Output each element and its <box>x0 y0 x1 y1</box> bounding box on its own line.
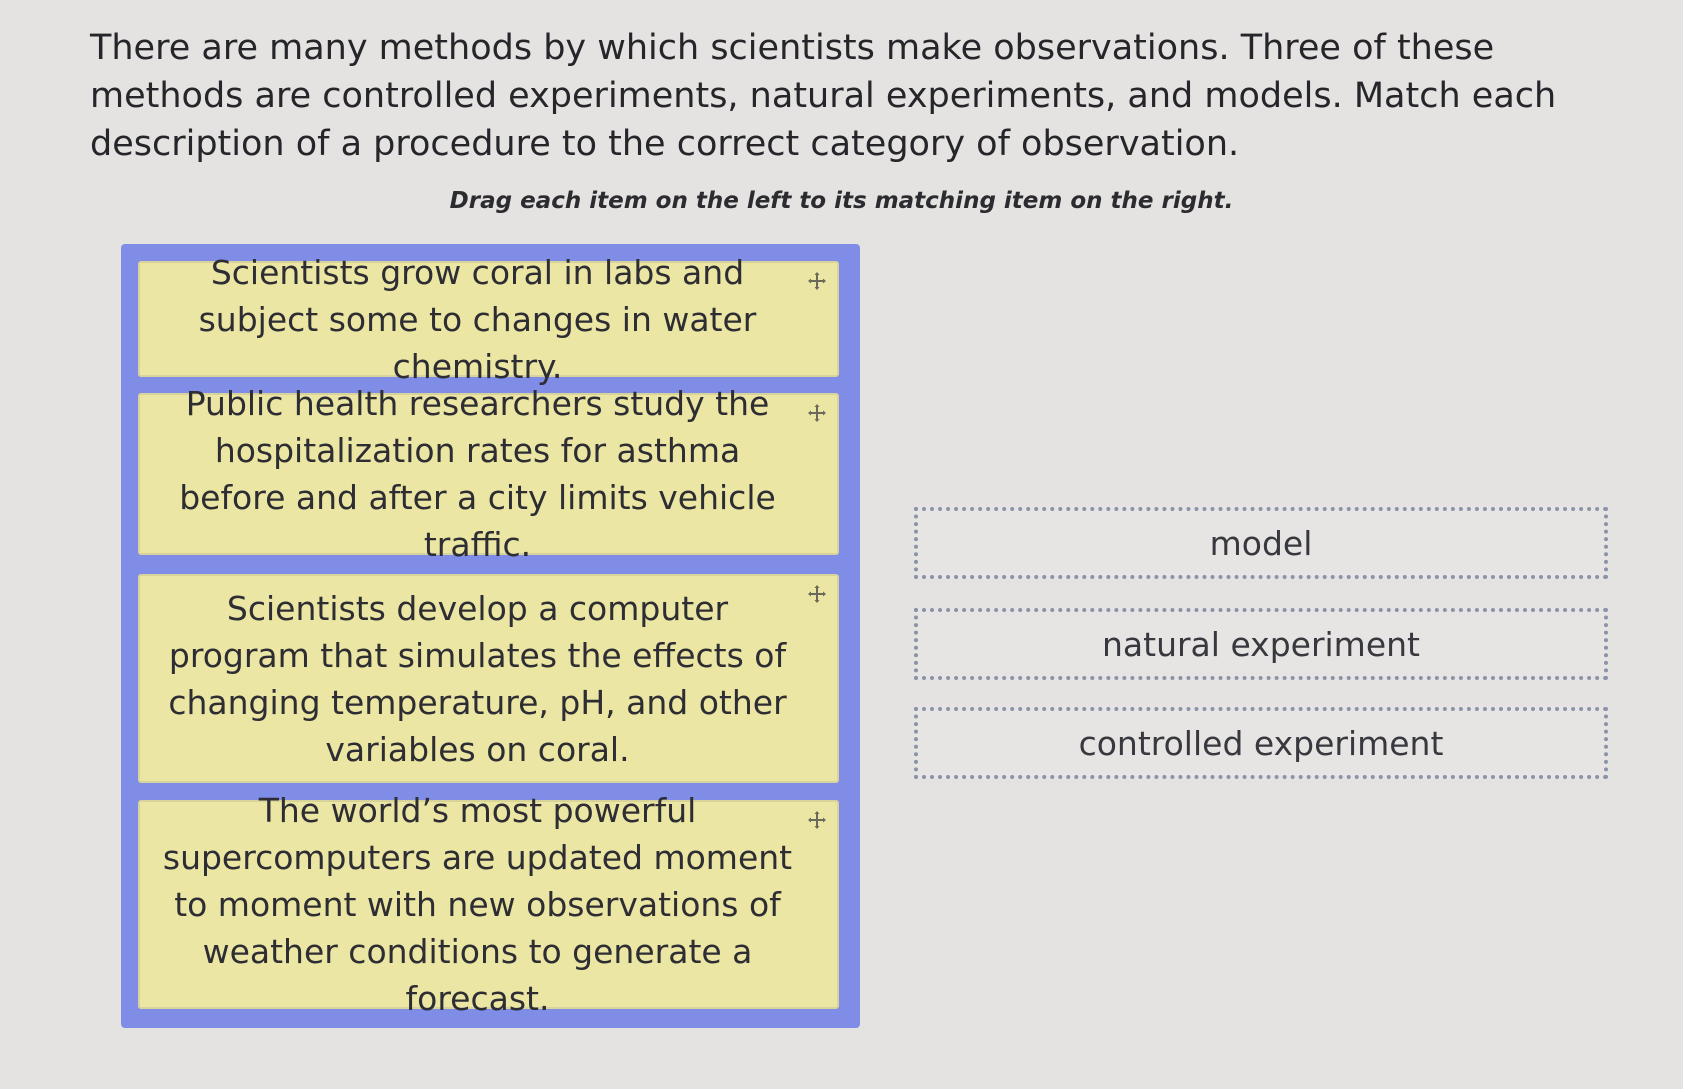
source-items-panel <box>121 244 860 1028</box>
move-icon[interactable] <box>807 584 827 604</box>
target-label: natural experiment <box>1102 624 1420 664</box>
target-label: model <box>1209 523 1313 563</box>
item-text: The world’s most powerful supercomputers are updated moment to moment with new observations of weather conditions to generate a forecast. <box>162 791 793 1018</box>
drop-target-natural-experiment[interactable] <box>914 608 1608 680</box>
item-text: Scientists grow coral in labs and subject some to changes in water chemistry. <box>198 252 757 386</box>
move-icon[interactable] <box>807 271 827 291</box>
drag-instruction: Drag each item on the left to its matching item on the right. <box>449 188 1234 214</box>
question-text: There are many methods by which scientists make observations. Three of these methods are controlled experiments, natural experiments, and models. Match each description of a procedure to the correct category of observation. <box>90 28 1557 164</box>
drop-target-model[interactable] <box>914 507 1608 579</box>
move-icon[interactable] <box>807 810 827 830</box>
draggable-item-coral-lab[interactable] <box>138 252 839 386</box>
target-label: controlled experiment <box>1078 723 1444 763</box>
draggable-item-computer-program[interactable] <box>138 574 839 783</box>
move-icon[interactable] <box>807 403 827 423</box>
draggable-item-supercomputers[interactable] <box>138 791 839 1018</box>
item-text: Public health researchers study the hospitalization rates for asthma before and after a city limits vehicle traffic. <box>179 384 776 564</box>
drop-target-controlled-experiment[interactable] <box>914 707 1608 779</box>
draggable-item-asthma-traffic[interactable] <box>138 384 839 564</box>
item-text: Scientists develop a computer program that simulates the effects of changing temperature, pH, and other variables on coral. <box>168 588 787 769</box>
